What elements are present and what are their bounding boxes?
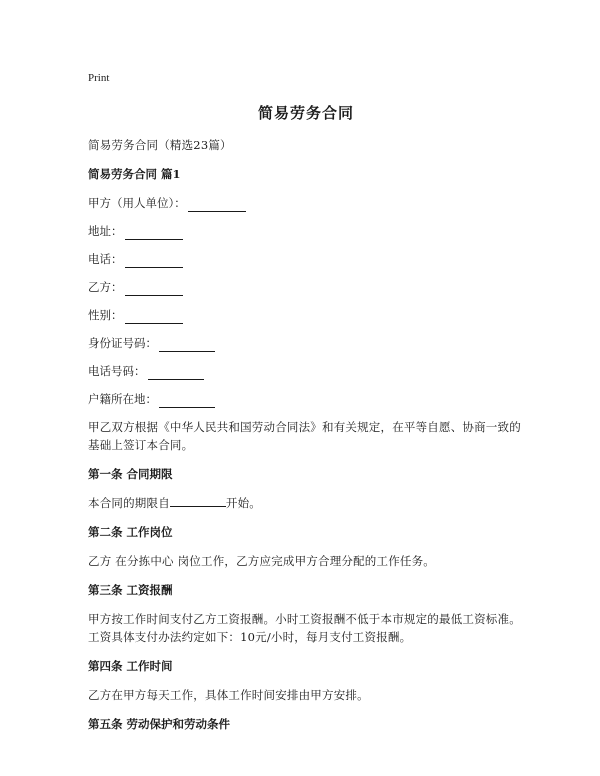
print-link[interactable]: Print [88, 72, 110, 84]
document-page [88, 70, 524, 744]
blank-line [125, 225, 183, 240]
field-gender [88, 306, 524, 324]
article-2-text: 乙方 在分拣中心 岗位工作，乙方应完成甲方合理分配的工作任务。 [88, 554, 436, 568]
blank-line [125, 309, 183, 324]
field-label: 性别： [88, 308, 123, 322]
article-4-text: 乙方在甲方每天工作，具体工作时间安排由甲方安排。 [88, 688, 369, 702]
article-1-text-before: 本合同的期限自 [88, 496, 170, 510]
article-1-text [88, 494, 524, 512]
field-household-registration [88, 390, 524, 408]
article-1-heading: 第一条 合同期限 [88, 467, 173, 481]
blank-line [125, 281, 183, 296]
document-title: 简易劳务合同 [257, 104, 354, 122]
section-heading: 简易劳务合同 篇1 [88, 167, 181, 181]
article-2-heading: 第二条 工作岗位 [88, 525, 173, 539]
blank-line [159, 337, 215, 352]
field-label: 乙方： [88, 280, 123, 294]
field-label: 户籍所在地： [88, 392, 157, 406]
field-label: 甲方（用人单位）： [88, 196, 186, 210]
document-subtitle: 简易劳务合同（精选23篇） [88, 138, 232, 152]
blank-line [188, 197, 246, 212]
intro-paragraph: 甲乙双方根据《中华人民共和国劳动合同法》和有关规定，在平等自愿、协商一致的基础上签订本合同。 [88, 420, 521, 452]
field-phone-number [88, 362, 524, 380]
article-3-heading: 第三条 工资报酬 [88, 583, 173, 597]
field-label: 电话： [88, 252, 123, 266]
article-1-text-after: 开始。 [225, 496, 262, 510]
field-id-number [88, 334, 524, 352]
blank-line [159, 393, 215, 408]
article-5-heading: 第五条 劳动保护和劳动条件 [88, 717, 231, 731]
article-4-heading: 第四条 工作时间 [88, 659, 173, 673]
field-address [88, 222, 524, 240]
field-label: 身份证号码： [88, 336, 157, 350]
field-label: 电话号码： [88, 364, 146, 378]
article-3-text: 甲方按工作时间支付乙方工资报酬。小时工资报酬不低于本市规定的最低工资标准。工资具体支付办法约定如下：10元/小时，每月支付工资报酬。 [88, 612, 521, 644]
field-party-b [88, 278, 524, 296]
blank-line [148, 365, 204, 380]
field-party-a [88, 194, 524, 212]
blank-line [125, 253, 183, 268]
field-label: 地址： [88, 224, 123, 238]
blank-line [170, 494, 226, 507]
field-phone [88, 250, 524, 268]
